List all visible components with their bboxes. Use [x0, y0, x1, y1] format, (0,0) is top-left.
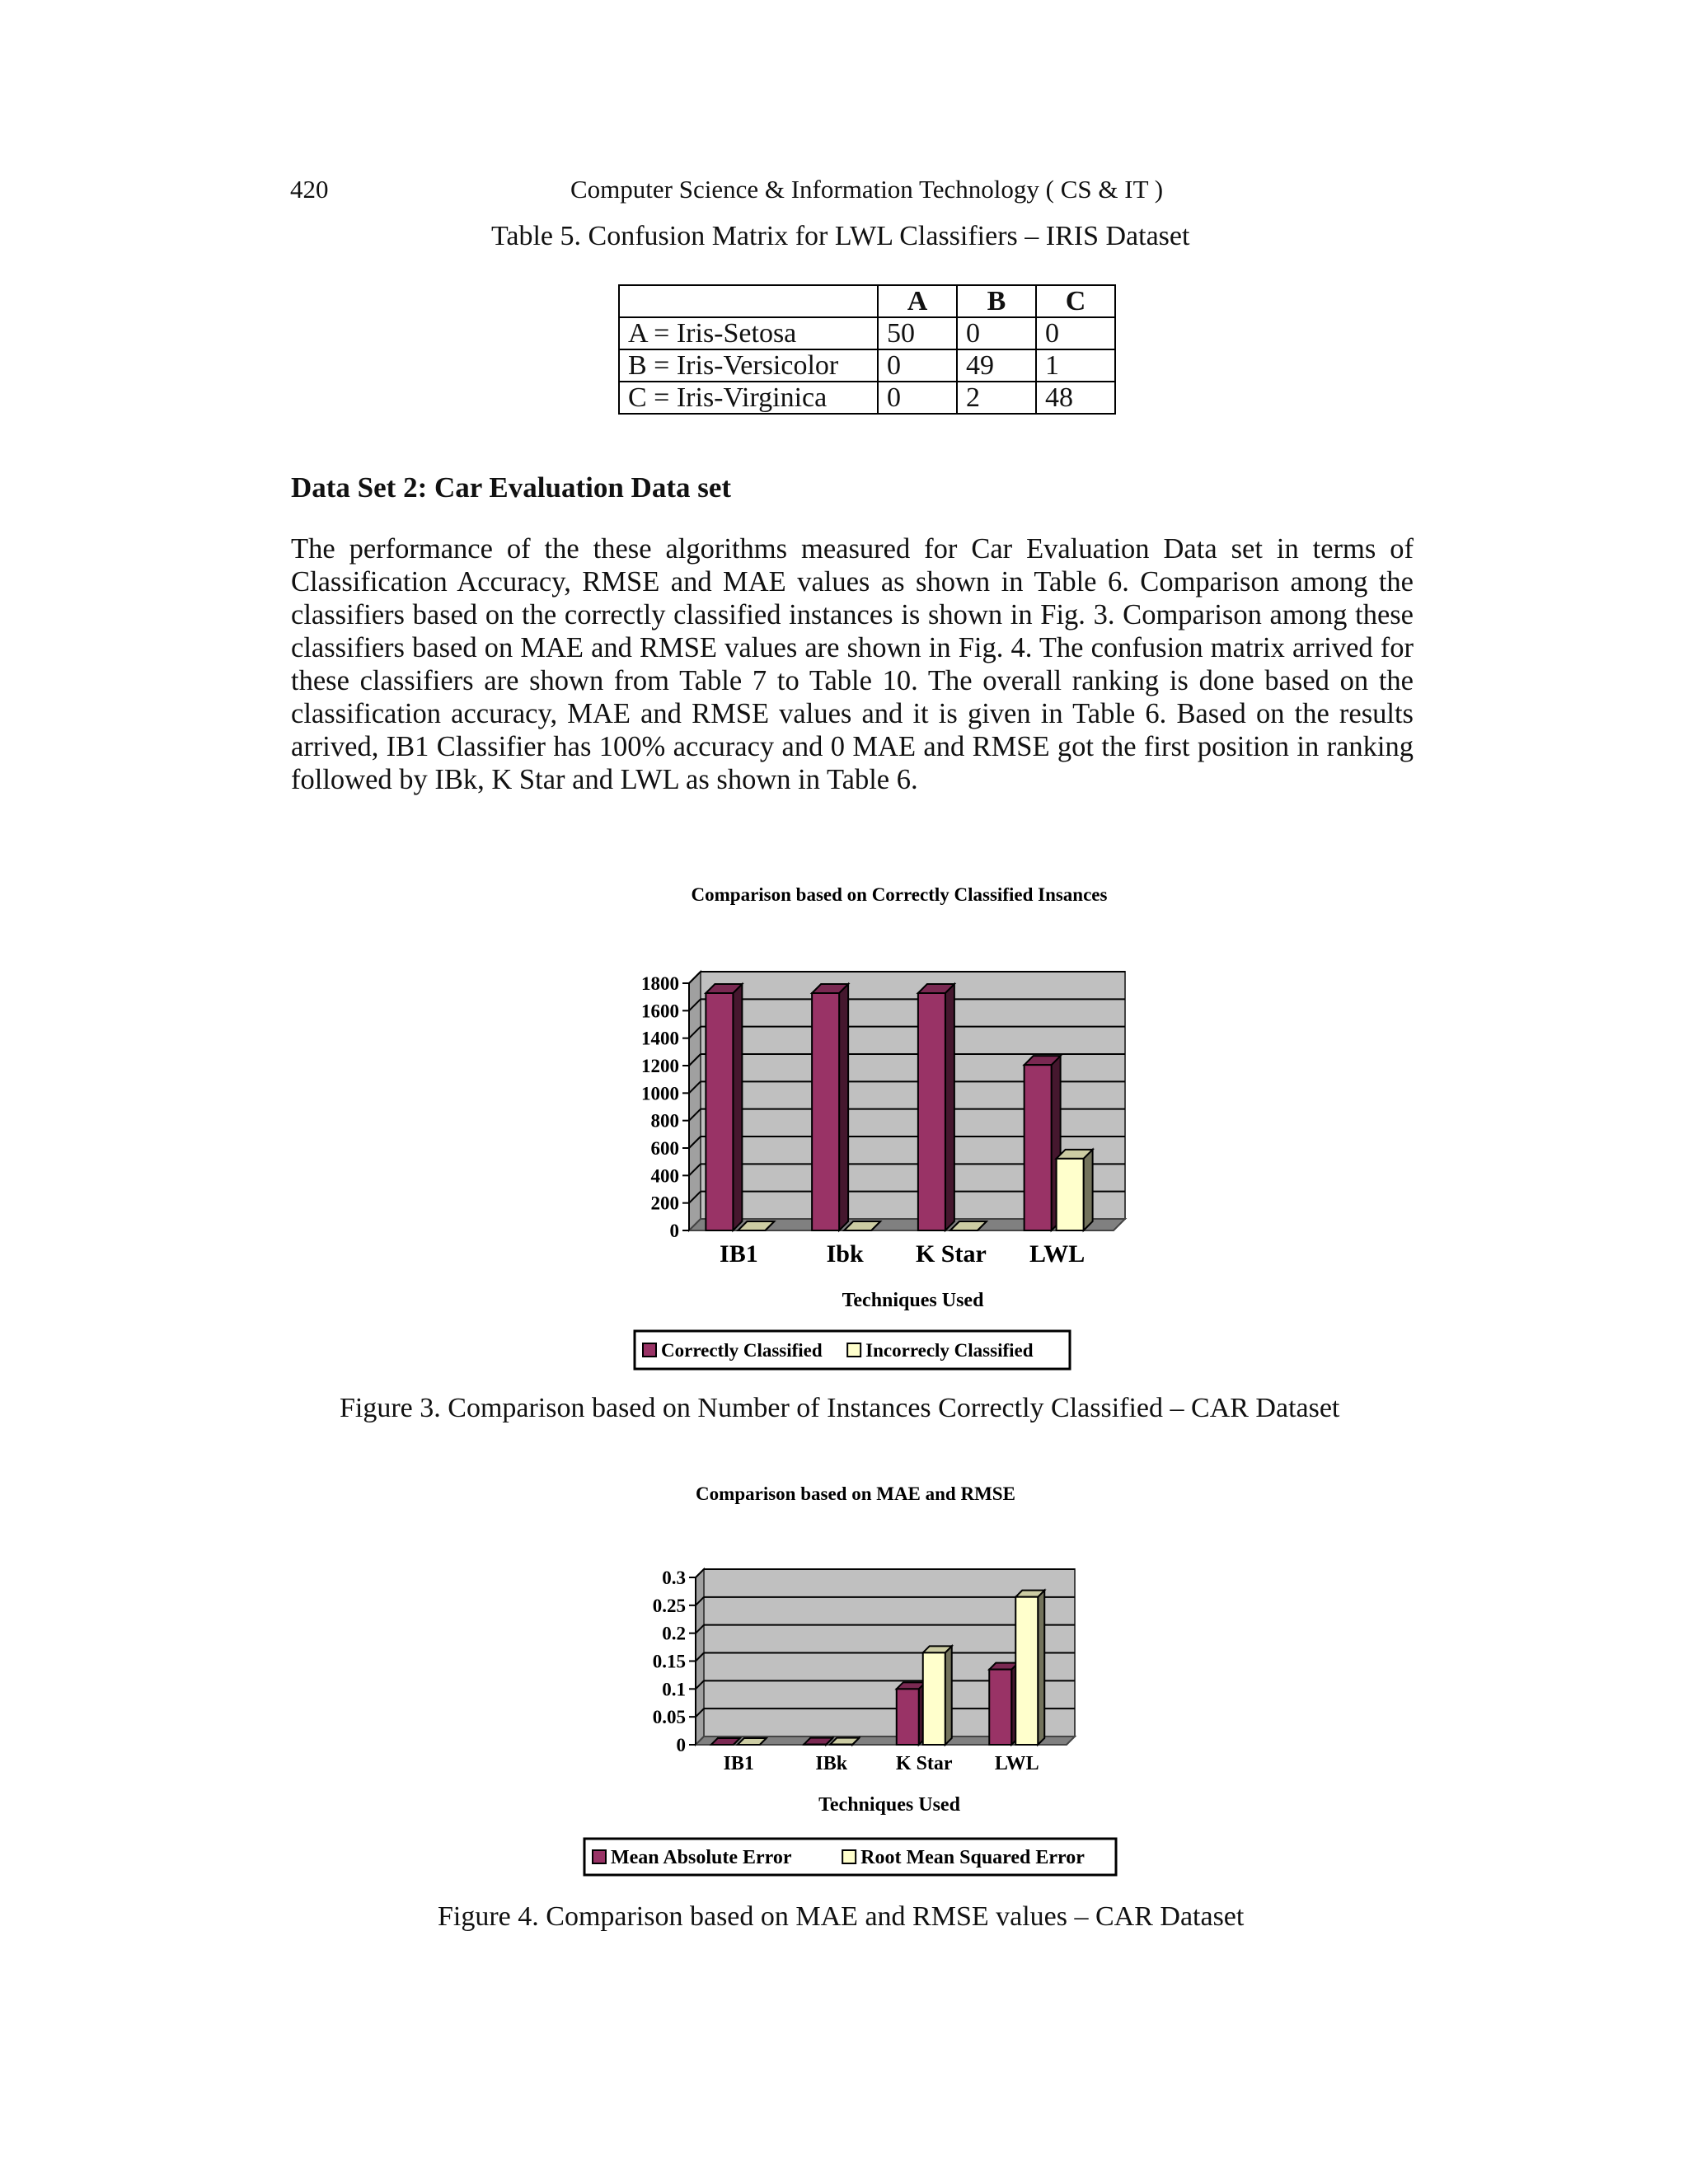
y-tick-label: 1600 — [641, 1001, 679, 1022]
table-caption: Table 5. Confusion Matrix for LWL Classifiers – IRIS Dataset — [491, 221, 1190, 251]
y-tick-label: 0.25 — [652, 1595, 686, 1616]
body-paragraph: The performance of the these algorithms measured for Car Evaluation Data set in terms of Classification Accuracy, RMSE and MAE values as shown in Table 6. Comparison among the classifiers based on the correctly classified instances is shown in Fig. 3. Comparison among these classifiers based on MAE and RMSE values are shown in Fig. 4. The confusion matrix arrived for these classifiers are shown from Table 7 to Table 10. The overall ranking is done based on the classification accuracy, MAE and RMSE values and it is given in Table 6. Based on the results arrived, IB1 Classifier has 100% accuracy and 0 MAE and RMSE got the first position in ranking followed by IBk, K Star and LWL as shown in Table 6. — [291, 533, 1414, 795]
y-tick-label: 1200 — [641, 1056, 679, 1076]
table-header-cell: A — [878, 285, 957, 317]
bar — [923, 1652, 945, 1745]
legend-label: Correctly Classified — [661, 1340, 823, 1361]
table-cell: 1 — [1036, 349, 1115, 382]
x-tick-label: LWL — [1029, 1240, 1085, 1268]
table-cell: 48 — [1036, 382, 1115, 414]
figure-3-caption: Figure 3. Comparison based on Number of Instances Correctly Classified – CAR Dataset — [340, 1393, 1340, 1423]
legend-swatch — [847, 1343, 860, 1357]
bar-side — [1038, 1591, 1044, 1745]
y-tick-label: 1400 — [641, 1028, 679, 1049]
table-cell: 0 — [878, 349, 957, 382]
y-tick-label: 0.05 — [652, 1707, 686, 1728]
y-tick-label: 0.1 — [662, 1679, 686, 1700]
bar — [897, 1689, 919, 1745]
x-tick-label: IBk — [815, 1753, 848, 1774]
x-axis-label: Techniques Used — [842, 1290, 984, 1311]
x-tick-label: K Star — [915, 1240, 987, 1268]
table-cell: 2 — [957, 382, 1036, 414]
y-tick-label: 0 — [669, 1221, 679, 1241]
y-tick-label: 1000 — [641, 1083, 679, 1104]
legend-label: Mean Absolute Error — [611, 1847, 792, 1868]
y-tick-label: 0.2 — [662, 1623, 686, 1644]
y-tick-label: 0 — [676, 1735, 686, 1755]
x-tick-label: IB1 — [723, 1753, 754, 1774]
x-tick-label: K Star — [895, 1753, 953, 1774]
table-cell: 50 — [878, 317, 957, 349]
table-cell: A = Iris-Setosa — [619, 317, 878, 349]
bar-side — [839, 984, 848, 1230]
figure-4-caption: Figure 4. Comparison based on MAE and RMSE values – CAR Dataset — [438, 1901, 1245, 1932]
bar — [918, 993, 945, 1230]
x-tick-label: Ibk — [826, 1240, 864, 1268]
table-cell: 0 — [1036, 317, 1115, 349]
y-tick-label: 200 — [650, 1193, 679, 1214]
chart-title: Comparison based on MAE and RMSE — [696, 1483, 1015, 1504]
table-header-cell: B — [957, 285, 1036, 317]
legend-swatch — [593, 1850, 606, 1863]
plot-side-wall — [689, 972, 701, 1230]
page-number: 420 — [290, 175, 329, 204]
y-tick-label: 400 — [650, 1165, 679, 1187]
bar-side — [1084, 1150, 1093, 1230]
table-cell: 0 — [957, 317, 1036, 349]
chart-title: Comparison based on Correctly Classified Insances — [691, 884, 1108, 905]
bar — [1015, 1597, 1038, 1745]
y-tick-label: 600 — [650, 1138, 679, 1159]
legend-swatch — [842, 1850, 856, 1863]
table-cell: 49 — [957, 349, 1036, 382]
x-axis-label: Techniques Used — [818, 1794, 960, 1816]
running-title: Computer Science & Information Technology ( CS & IT ) — [570, 175, 1164, 204]
legend-label: Incorrecly Classified — [865, 1340, 1034, 1361]
bar — [812, 993, 839, 1230]
y-tick-label: 0.3 — [662, 1568, 686, 1588]
table-cell: C = Iris-Virginica — [619, 382, 878, 414]
table-cell: B = Iris-Versicolor — [619, 349, 878, 382]
bar-side — [945, 1646, 952, 1745]
bar — [1025, 1065, 1052, 1230]
bar — [706, 993, 733, 1230]
bar-side — [733, 984, 742, 1230]
y-tick-label: 1800 — [641, 973, 679, 994]
bar — [989, 1670, 1011, 1745]
table-cell: 0 — [878, 382, 957, 414]
x-tick-label: IB1 — [720, 1240, 758, 1268]
y-tick-label: 800 — [650, 1110, 679, 1132]
y-tick-label: 0.15 — [652, 1651, 686, 1672]
bar — [1057, 1159, 1084, 1230]
section-heading: Data Set 2: Car Evaluation Data set — [291, 471, 732, 504]
legend-swatch — [643, 1343, 656, 1357]
table-header-cell: C — [1036, 285, 1115, 317]
bar-side — [945, 984, 954, 1230]
x-tick-label: LWL — [994, 1753, 1039, 1774]
legend-label: Root Mean Squared Error — [860, 1847, 1085, 1868]
